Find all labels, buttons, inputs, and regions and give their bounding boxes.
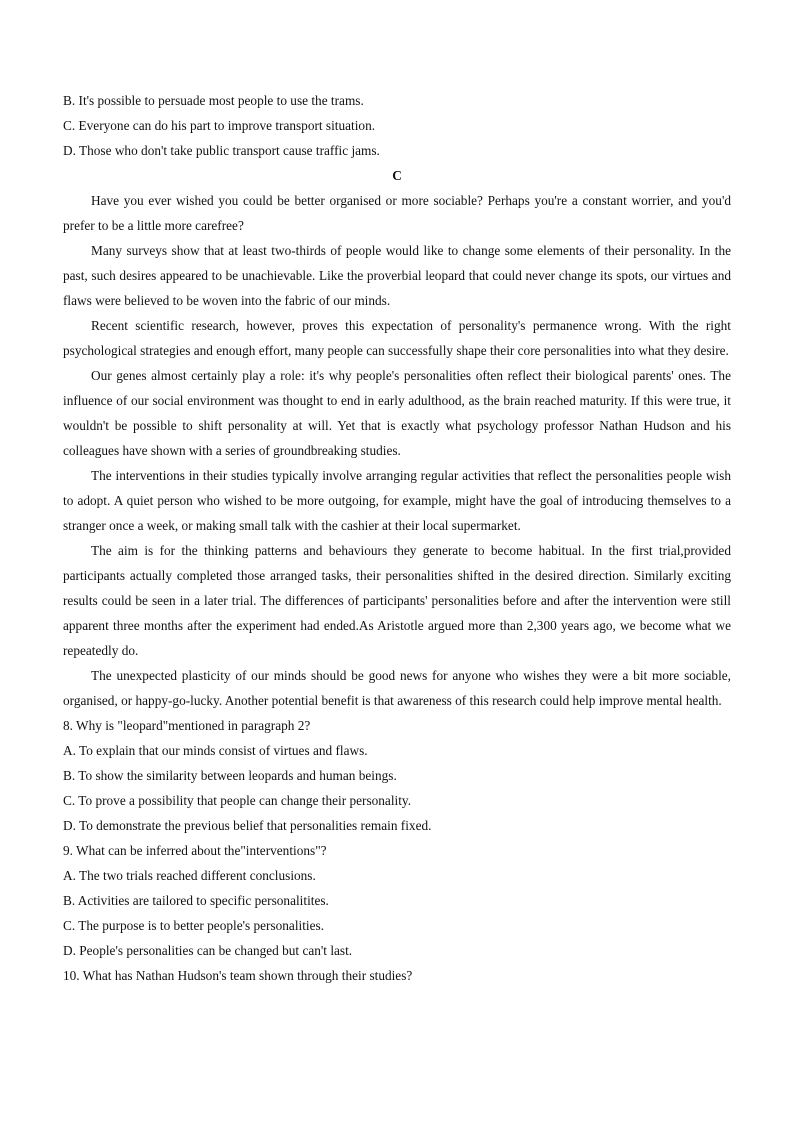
- section-heading: C: [392, 168, 402, 183]
- question-8-option-c: C. To prove a possibility that people can change their personality.: [63, 793, 412, 808]
- question-9-option-a: A. The two trials reached different conclusions.: [63, 868, 316, 883]
- question-9: 9. What can be inferred about the"interventions"?: [63, 843, 327, 858]
- question-8: 8. Why is "leopard"mentioned in paragraph 2?: [63, 718, 311, 733]
- paragraph-4: Our genes almost certainly play a role: it's why people's personalities often reflect their biological parents' ones. The influence of our social environment was thought to end in early adulthood, as the brain reached maturity. If this were true, it wouldn't be possible to shift personality at will. Yet that is exactly what psychology professor Nathan Hudson and his colleagues have shown with a series of groundbreaking studies.: [63, 368, 731, 458]
- paragraph-2: Many surveys show that at least two-thirds of people would like to change some elements of their personality. In the past, such desires appeared to be unachievable. Like the proverbial leopard that could never change its spots, our virtues and flaws were believed to be woven into the fabric of our minds.: [63, 243, 731, 308]
- prev-option-c: C. Everyone can do his part to improve transport situation.: [63, 118, 376, 133]
- question-8-option-d: D. To demonstrate the previous belief that personalities remain fixed.: [63, 818, 432, 833]
- question-9-option-c: C. The purpose is to better people's personalities.: [63, 918, 325, 933]
- paragraph-3: Recent scientific research, however, proves this expectation of personality's permanence wrong. With the right psychological strategies and enough effort, many people can successfully shape their core personalities into what they desire.: [63, 318, 731, 358]
- document-page: [63, 88, 731, 988]
- paragraph-5: The interventions in their studies typically involve arranging regular activities that reflect the personalities people wish to adopt. A quiet person who wished to be more outgoing, for example, might have the goal of introducing themselves to a stranger once a week, or making small talk with the cashier at their local supermarket.: [63, 468, 731, 533]
- prev-option-b: B. It's possible to persuade most people to use the trams.: [63, 93, 364, 108]
- question-8-option-a: A. To explain that our minds consist of virtues and flaws.: [63, 743, 368, 758]
- question-9-option-d: D. People's personalities can be changed but can't last.: [63, 943, 353, 958]
- paragraph-6: The aim is for the thinking patterns and behaviours they generate to become habitual. In the first trial,provided participants actually completed those arranged tasks, their personalities shifted in the desired direction. Similarly exciting results could be seen in a later trial. The differences of participants' personalities before and after the intervention were still apparent three months after the experiment had ended.As Aristotle argued more than 2,300 years ago, we become what we repeatedly do.: [63, 543, 731, 658]
- prev-option-d: D. Those who don't take public transport cause traffic jams.: [63, 143, 380, 158]
- question-9-option-b: B. Activities are tailored to specific personalitites.: [63, 893, 329, 908]
- paragraph-7: The unexpected plasticity of our minds should be good news for anyone who wishes they were a bit more sociable, organised, or happy-go-lucky. Another potential benefit is that awareness of this research could help improve mental health.: [63, 668, 731, 708]
- question-10: 10. What has Nathan Hudson's team shown through their studies?: [63, 968, 413, 983]
- paragraph-1: Have you ever wished you could be better organised or more sociable? Perhaps you're a constant worrier, and you'd prefer to be a little more carefree?: [63, 193, 731, 233]
- question-8-option-b: B. To show the similarity between leopards and human beings.: [63, 768, 397, 783]
